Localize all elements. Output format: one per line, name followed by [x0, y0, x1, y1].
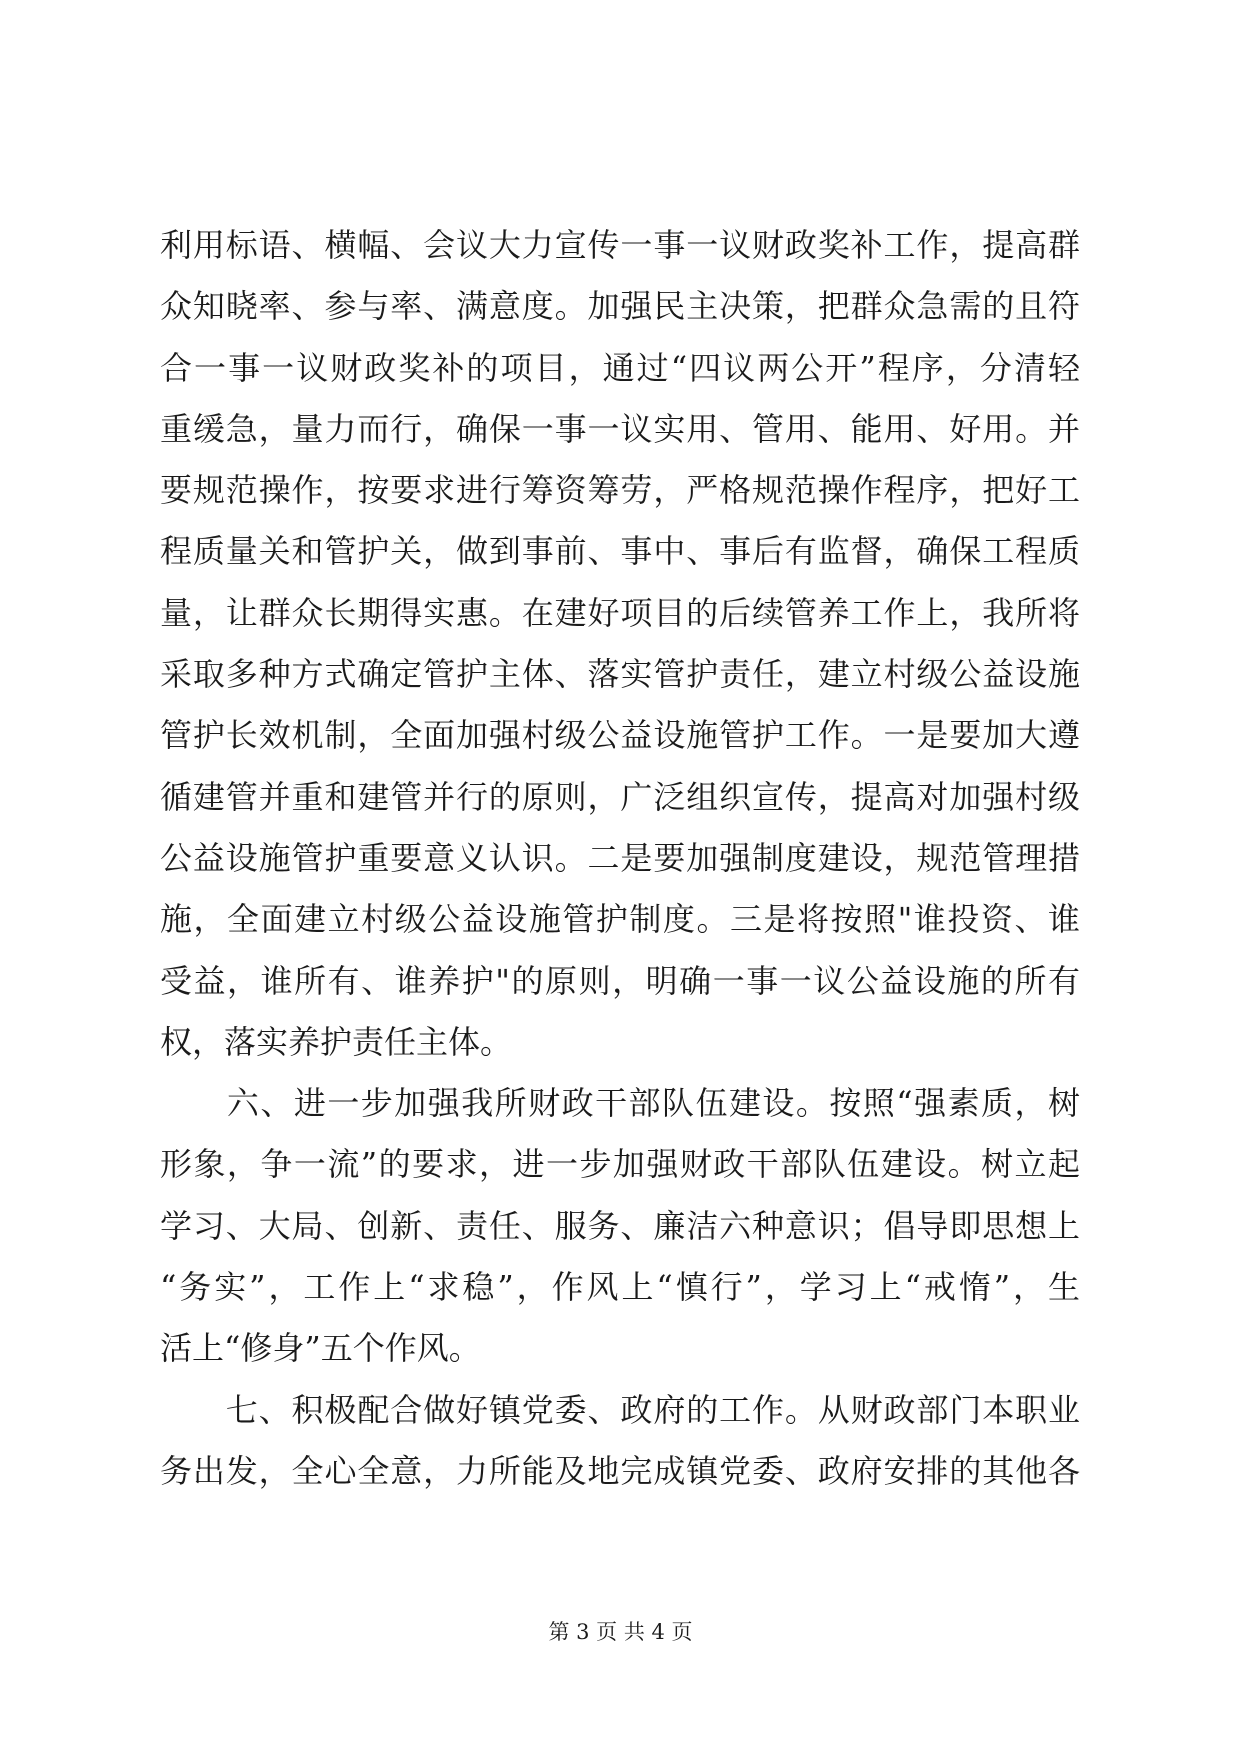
text-line: 利用标语、横幅、会议大力宣传一事一议财政奖补工作，提高群 — [160, 226, 1080, 264]
text-line: 学习、大局、创新、责任、服务、廉洁六种意识；倡导即思想上 — [160, 1206, 1080, 1245]
text-line: 采取多种方式确定管护主体、落实管护责任，建立村级公益设施 — [160, 655, 1080, 694]
text-line: 受益，谁所有、谁养护"的原则，明确一事一议公益设施的所有 — [160, 961, 1080, 1000]
text-line: 六、进一步加强我所财政干部队伍建设。按照“强素质，树 — [160, 1084, 1080, 1123]
text-line: 七、积极配合做好镇党委、政府的工作。从财政部门本职业 — [160, 1390, 1080, 1429]
text-line: 管护长效机制，全面加强村级公益设施管护工作。一是要加大遵 — [160, 716, 1080, 755]
text-line: 务出发，全心全意，力所能及地完成镇党委、政府安排的其他各 — [160, 1451, 1080, 1490]
text-line: 权，落实养护责任主体。 — [160, 1022, 513, 1061]
text-line: 施，全面建立村级公益设施管护制度。三是将按照"谁投资、谁 — [160, 900, 1080, 939]
text-line: 公益设施管护重要意义认识。二是要加强制度建设，规范管理措 — [160, 838, 1080, 877]
text-line: 量，让群众长期得实惠。在建好项目的后续管养工作上，我所将 — [160, 593, 1080, 632]
text-line: 程质量关和管护关，做到事前、事中、事后有监督，确保工程质 — [160, 532, 1080, 571]
text-line: 要规范操作，按要求进行筹资筹劳，严格规范操作程序，把好工 — [160, 471, 1080, 510]
text-line: “务实”，工作上“求稳”，作风上“慎行”，学习上“戒惰”，生 — [160, 1268, 1080, 1307]
text-line: 形象，争一流”的要求，进一步加强财政干部队伍建设。树立起 — [160, 1145, 1080, 1184]
text-line: 合一事一议财政奖补的项目，通过“四议两公开”程序，分清轻 — [160, 348, 1080, 387]
text-line: 众知晓率、参与率、满意度。加强民主决策，把群众急需的且符 — [160, 287, 1080, 326]
body-text — [160, 220, 1080, 1507]
text-line: 重缓急，量力而行，确保一事一议实用、管用、能用、好用。并 — [160, 409, 1080, 448]
page-footer: 第 3 页 共 4 页 — [548, 1620, 693, 1644]
text-line: 活上“修身”五个作风。 — [160, 1329, 481, 1368]
text-line: 循建管并重和建管并行的原则，广泛组织宣传，提高对加强村级 — [160, 777, 1080, 816]
